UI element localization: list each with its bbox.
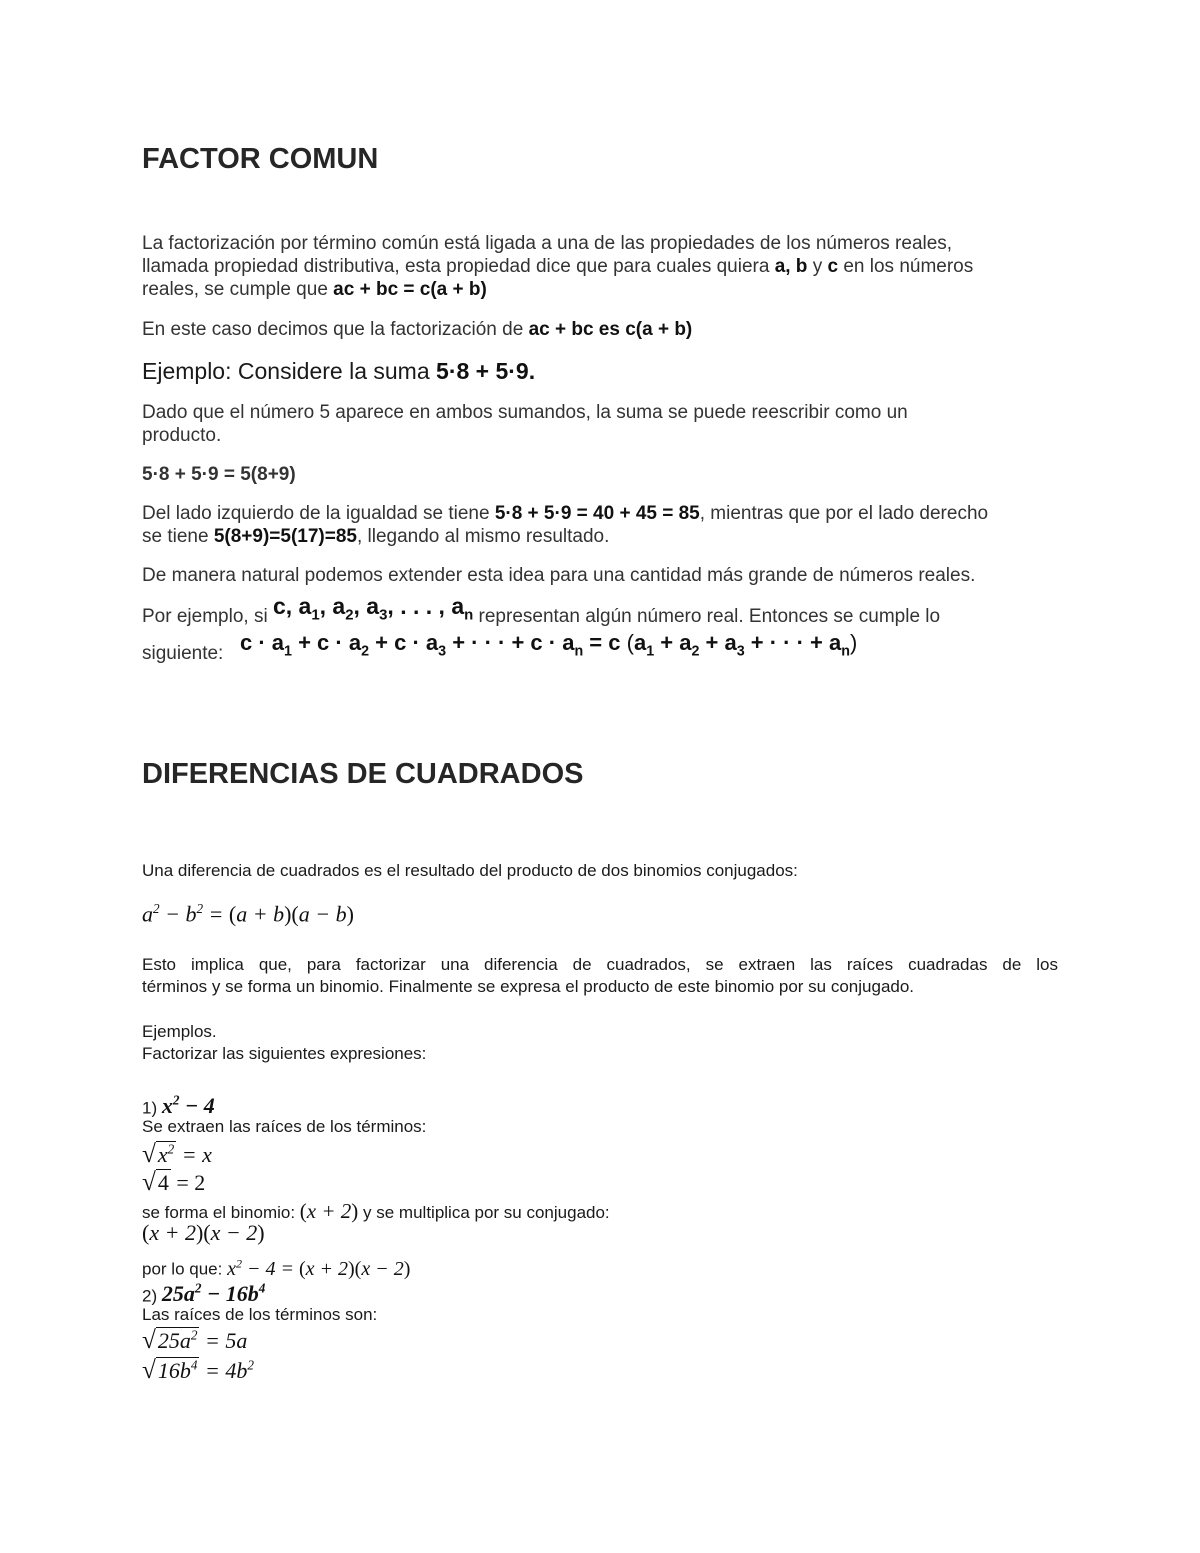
paragraph-line: Del lado izquierdo de la igualdad se tiene 5·8 + 5·9 = 40 + 45 = 85, mientras que por el lado derecho <box>142 503 989 524</box>
paragraph-line: En este caso decimos que la factorización de ac + bc es c(a + b) <box>142 319 693 340</box>
example-1: 1) $x^2 - 4$ <box>142 1093 215 1119</box>
section-title-diferencias-de-cuadrados: DIFERENCIAS DE CUADRADOS <box>142 758 584 790</box>
example-2: 2) $25a^2 - 16b^4$ <box>142 1281 266 1307</box>
math-conjugate-product: (x + 2)(x − 2) <box>142 1220 265 1245</box>
paragraph-line: Las raíces de los términos son: <box>142 1305 378 1324</box>
paragraph-line: Esto implica que, para factorizar una diferencia de cuadrados, se extraen las raíces cuadradas de los <box>142 955 1058 974</box>
paragraph-line: Factorizar las siguientes expresiones: <box>142 1044 427 1063</box>
math-root-x: $√x^2 = x$ <box>142 1140 212 1168</box>
math-difference-of-squares: $a^2 - b^2 = (a + b)(a - b)$ <box>142 901 354 927</box>
paragraph-line: se tiene 5(8+9)=5(17)=85, llegando al mismo resultado. <box>142 526 610 547</box>
math-root-25a2: $√25a^2 = 5a$ <box>142 1326 248 1354</box>
paragraph-line: Por ejemplo, si c, $a_1$, $a_2$, $a_3$, . . . , $a_n$ representan algún número real. Entonces se cumple lo <box>142 593 941 627</box>
paragraph-line: La factorización por término común está ligada a una de las propiedades de los números reales, <box>142 233 953 254</box>
paragraph-line: Ejemplos. <box>142 1022 217 1041</box>
paragraph-line: Una diferencia de cuadrados es el resultado del producto de dos binomios conjugados: <box>142 861 798 880</box>
paragraph-line: por lo que: $x^2 - 4 = (x + 2)(x - 2)$ <box>142 1256 411 1280</box>
paragraph-line: Dado que el número 5 aparece en ambos sumandos, la suma se puede reescribir como un <box>142 402 908 423</box>
paragraph-line: reales, se cumple que ac + bc = c(a + b) <box>142 279 487 300</box>
math-root-16b4: $√16b^4 = 4b^2$ <box>142 1356 254 1384</box>
math-root-4: √4 = 2 <box>142 1168 206 1196</box>
paragraph-line: De manera natural podemos extender esta idea para una cantidad más grande de números reales. <box>142 565 976 586</box>
paragraph-line: producto. <box>142 425 222 446</box>
paragraph-line: siguiente: <box>142 643 224 664</box>
math-sequence: c, $a_1$, $a_2$, $a_3$, . . . , $a_n$ <box>272 593 474 624</box>
paragraph-line: se forma el binomio: (x + 2) y se multiplica por su conjugado: <box>142 1199 610 1223</box>
section-title-factor-comun: FACTOR COMUN <box>142 143 379 175</box>
paragraph-line: llamada propiedad distributiva, esta propiedad dice que para cuales quiera a, b y c en los números <box>142 256 974 277</box>
example-heading: Ejemplo: Considere la suma 5·8 + 5·9. <box>142 358 536 384</box>
paragraph-line: Se extraen las raíces de los términos: <box>142 1117 427 1136</box>
equation: 5·8 + 5·9 = 5(8+9) <box>142 464 296 485</box>
math-distributive-general: $c \cdot a_1 + c \cdot a_2 + c \cdot a_3$ + · · · + $c \cdot a_n = c$ ($a_1 + a_2 + a_3$ + · · · + $a_n$) <box>240 630 858 660</box>
paragraph-line: términos y se forma un binomio. Finalmente se expresa el producto de este binomio por su conjugado. <box>142 977 915 996</box>
